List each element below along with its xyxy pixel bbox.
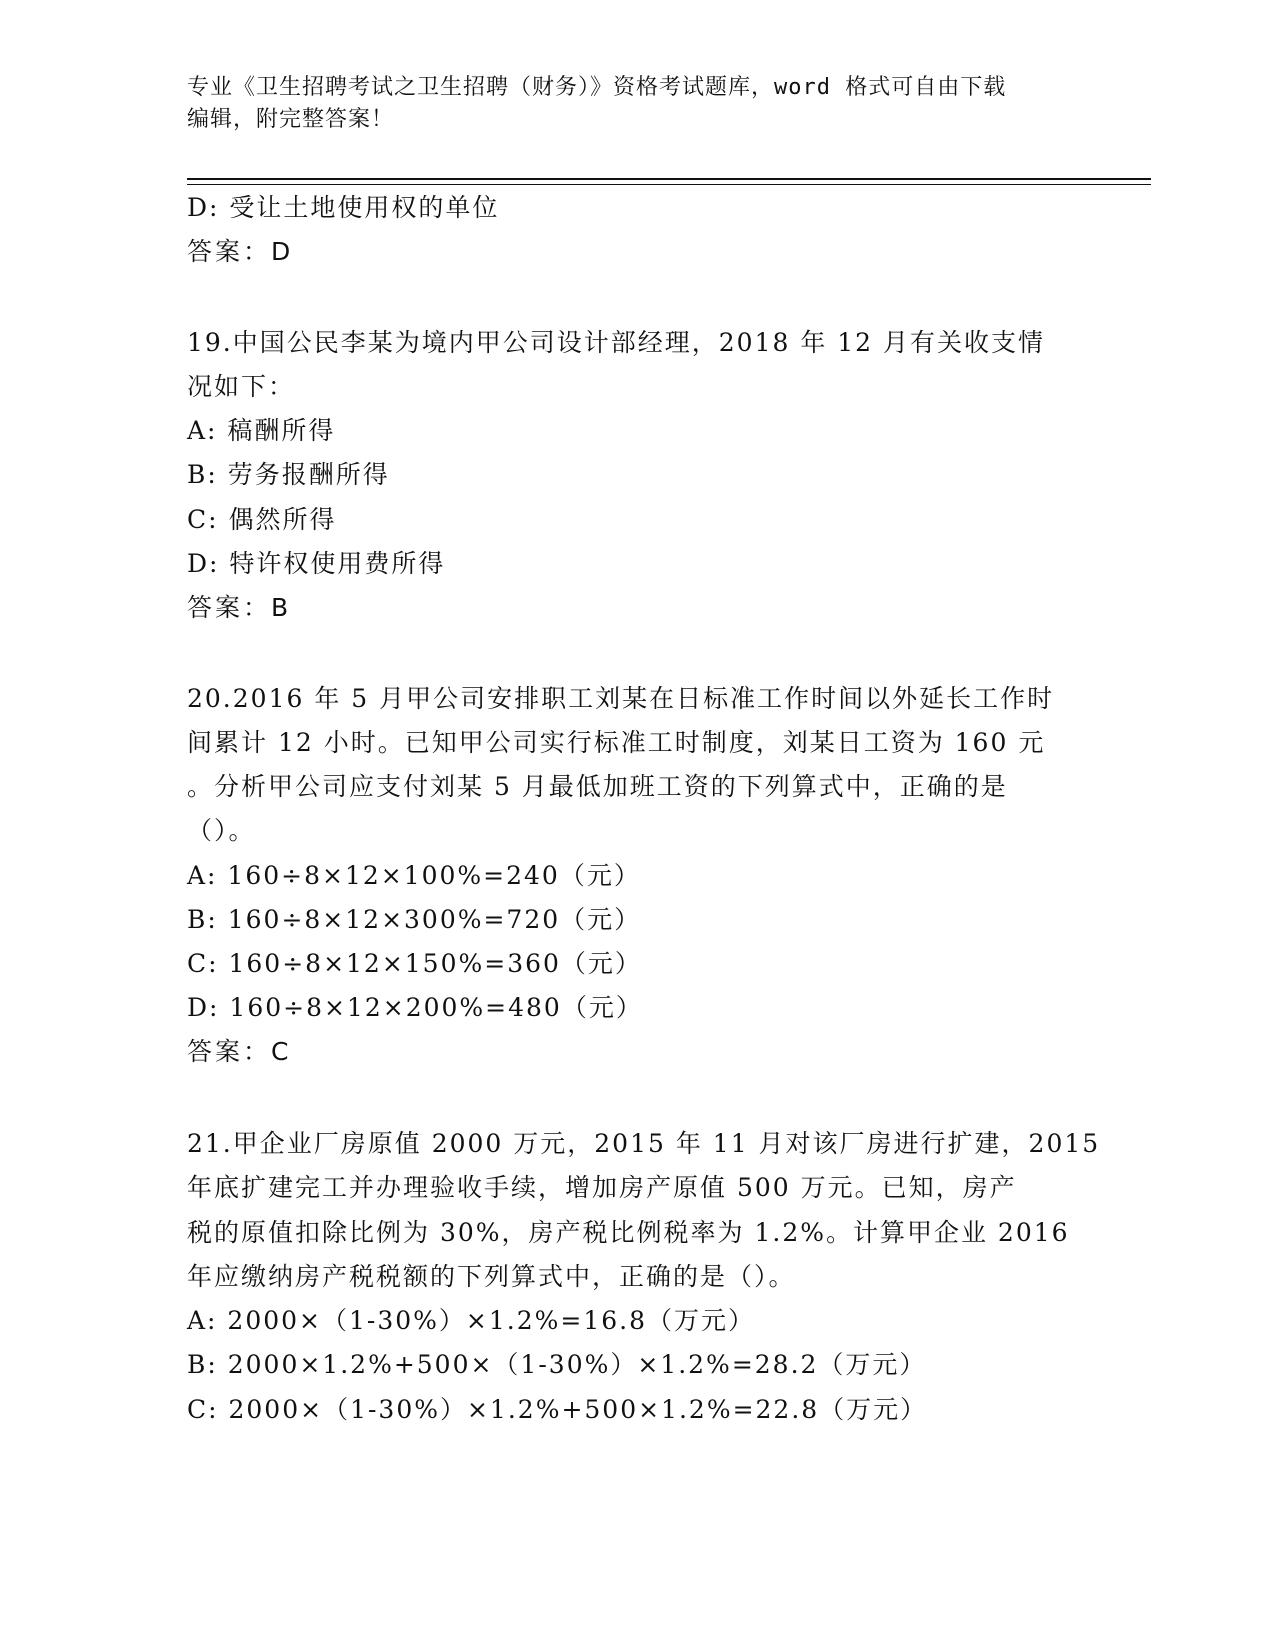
q21-stem-line-4: 年应缴纳房产税税额的下列算式中，正确的是（）。 [187, 1262, 796, 1291]
q20-answer: 答案：C [187, 1037, 292, 1066]
q21-option-b: B: 2000×1.2%+500×（1-30%）×1.2%=28.2（万元） [187, 1350, 927, 1379]
q19-stem-line-1: 19.中国公民李某为境内甲公司设计部经理，2018 年 12 月有关收支情 [187, 328, 1046, 357]
q19-stem-line-2: 况如下： [187, 372, 296, 401]
q21-stem-line-2: 年底扩建完工并办理验收手续，增加房产原值 500 万元。已知，房产 [187, 1173, 1017, 1202]
q19-answer: 答案：B [187, 593, 292, 622]
q20-option-b: B: 160÷8×12×300%=720（元） [187, 905, 642, 934]
q20-stem-line-3: 。分析甲公司应支付刘某 5 月最低加班工资的下列算式中，正确的是 [187, 772, 1008, 801]
q20-stem-line-1: 20.2016 年 5 月甲公司安排职工刘某在日标准工作时间以外延长工作时 [187, 684, 1055, 713]
q20-option-a: A: 160÷8×12×100%=240（元） [187, 861, 641, 890]
q18-option-d: D: 受让土地使用权的单位 [187, 193, 500, 222]
q19-option-b: B: 劳务报酬所得 [187, 460, 390, 489]
header-rule-thin [187, 184, 1151, 185]
header-line-1: 专业《卫生招聘考试之卫生招聘（财务）》资格考试题库，word 格式可自由下载 [187, 75, 1007, 100]
q21-option-c: C: 2000×（1-30%）×1.2%+500×1.2%=22.8（万元） [187, 1395, 928, 1424]
q21-stem-line-3: 税的原值扣除比例为 30%，房产税比例税率为 1.2%。计算甲企业 2016 [187, 1218, 1070, 1247]
q20-option-c: C: 160÷8×12×150%=360（元） [187, 949, 642, 978]
document-header [187, 72, 1067, 136]
q19-option-c: C: 偶然所得 [187, 505, 337, 534]
q19-option-d: D: 特许权使用费所得 [187, 549, 446, 578]
q21-stem-line-1: 21.甲企业厂房原值 2000 万元，2015 年 11 月对该厂房进行扩建，2015 [187, 1129, 1101, 1158]
q20-option-d: D: 160÷8×12×200%=480（元） [187, 993, 643, 1022]
q18-answer: 答案：D [187, 237, 294, 266]
header-line-2: 编辑，附完整答案！ [187, 107, 395, 132]
q20-stem-line-4: （）。 [187, 816, 256, 845]
header-rule-thick [187, 178, 1151, 180]
q19-option-a: A: 稿酬所得 [187, 416, 336, 445]
q20-stem-line-2: 间累计 12 小时。已知甲公司实行标准工时制度，刘某日工资为 160 元 [187, 728, 1046, 757]
q21-option-a: A: 2000×（1-30%）×1.2%=16.8（万元） [187, 1306, 755, 1335]
